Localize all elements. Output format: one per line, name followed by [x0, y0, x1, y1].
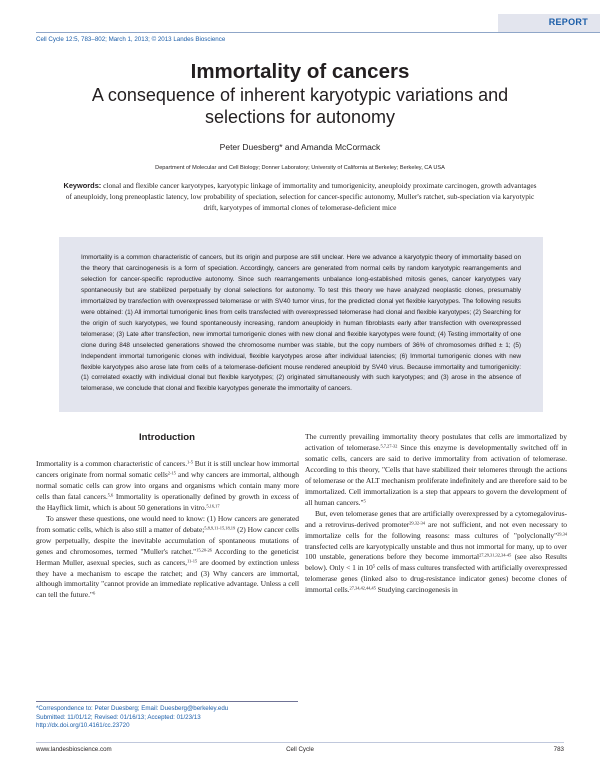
citation-ref[interactable]: 6	[92, 590, 96, 596]
article-title: Immortality of cancers	[190, 60, 410, 83]
abstract-text: Immortality is a common characteristic of cancers, but its origin and purpose are still unclear. Here we advance a karyotypic theory of immortality based on the theory that carcinogenesis is a form of speciation. Accordingly, cancers are generated from normal cells by random karyotypic rearrangements and selection for cancer-specific reproductive autonomy. Since such rearrangements unbalance long-established mitosis genes, cancer karyotypes vary spontaneously but are stabilized perpetually by clonal selections for autonomy. To test this theory we have analyzed neoplastic clones, presumably immortalized by transfection with overexpressed telomerase or with SV40 tumor virus, for the predicted clonal yet flexible karyotypes. The following results were obtained: (1) All immortal tumorigenic lines from cells transfected with overexpressed telomerase had clonal and flexible karyotypes; (2) Searching for the origin of such karyotypes, we found spontaneously increasing, random aneuploidy in human fibroblasts early after transfection with overexpressed telomerase; (3) Late after transfection, new immortal tumorigenic clones with new clonal and flexible karyotypes were found; (4) Testing immortality of one clone during 848 unselected generations showed the chromosome number was stable, but the copy numbers of 36% of chromosomes drifted ± 1; (5) Independent immortal tumorigenic clones with individual, flexible karyotypes arose after individual latencies; (6) Immortal tumorigenic clones with new flexible karyotypes also arose late from cells of a telomerase-deficient mouse rendered aneuploid by SV40 virus. Because immortality and tumorigenicity: (1) correlated exactly with individual clonal but flexible karyotypes; (2) originated simultaneously with such karyotypes; and (3) arose in the absence of telomerase, we conclude that clonal and flexible karyotypes generate the immortality of cancers.	[81, 254, 521, 393]
body-column-left	[36, 459, 299, 601]
citation-ref[interactable]: 15,20-26	[196, 547, 212, 553]
footnotes	[36, 705, 228, 731]
citation-ref[interactable]: 5,8,9,11-15,18,19	[204, 525, 236, 531]
keywords-label: Keywords:	[63, 181, 102, 190]
doi-link[interactable]: http://dx.doi.org/10.4161/cc.23720	[36, 722, 130, 730]
footnote-rule	[36, 701, 298, 702]
submission-dates: Submitted: 11/01/12; Revised: 01/16/13; Accepted: 01/23/13	[36, 713, 201, 721]
body-paragraph: But, even telomerase genes that are artificially overexpressed by a cytomegalovirus- and a retrovirus-derived promoter$^{29,32-34}$ are not sufficient, and not even necessary to immortalize cells for the following reasons: mass cultures of "polyclonally"$^{29,34}$ transfected cells are karyotypically unstable and thus not immortal for many, up to over 100 unstable, generations before they become immortal$^{27,29,31,32,34-45}$ (see also Results below). Only < 1 in $10^5$ cells of mass cultures transfected with artificially overexpressed telomerase genes (linked also to drug-resistance indicator genes) become clones of immortal cells.$^{27,34,42,44,45}$ Studying carcinogenesis in	[305, 508, 568, 595]
citation-ref[interactable]: 5	[363, 498, 366, 504]
footer-website[interactable]: www.landesbioscience.com	[36, 746, 112, 753]
section-label: REPORT	[548, 17, 588, 27]
header-rule	[36, 32, 600, 33]
footer-journal: Cell Cycle	[286, 746, 314, 753]
citation-ref[interactable]: 27,29,31,32,34-45	[479, 552, 512, 558]
citation-ref[interactable]: 11-15	[187, 558, 198, 564]
citation-ref[interactable]: 5,7,27-32	[380, 443, 398, 449]
body-paragraph: The currently prevailing immortality theory postulates that cells are immortalized by activation of telomerase.$^{5,7,27-32}$ Since this enzyme is developmentally switched off in somatic cells, cancers are said to derive immortality from activation of telomerase. According to this theory, "Cells that have stabilized their telomeres through the actions of telomerase or the ALT mechanism proliferate indefinitely and are therefore said to be immortalized. Cell immortalization is a step that appears to govern the development of all human cancers."$^5$	[305, 432, 567, 507]
citation-ref[interactable]: 5	[372, 563, 375, 569]
author-affiliation: Department of Molecular and Cell Biology; Donner Laboratory; University of California at Berkeley; Berkeley, CA USA	[155, 165, 445, 171]
citation-ref[interactable]: 5,6	[107, 492, 114, 498]
journal-citation: Cell Cycle 12:5, 783–802; March 1, 2013; © 2013 Landes Bioscience	[36, 36, 226, 43]
citation-ref[interactable]: 5,16,17	[206, 503, 220, 509]
section-tab	[498, 14, 600, 32]
page-number: 783	[553, 746, 564, 753]
author-list: Peter Duesberg* and Amanda McCormack	[219, 142, 381, 152]
body-paragraph: Immortality is a common characteristic of cancers.$^{1-5}$ But it is still unclear how immortal cancers originate from normal somatic cells$^{2-15}$ and why cancers are immortal, although normal somatic cells can grow into organs and organisms which contain many more cells than fatal cancers.$^{5,6}$ Immortality is operationally defined by growth in excess of the Hayflick limit, which is about 50 generations in vitro.$^{5,16,17}$	[36, 459, 300, 512]
correspondence-note: *Correspondence to: Peter Duesberg; Email: Duesberg@berkeley.edu	[36, 705, 229, 712]
body-column-right	[305, 432, 567, 596]
citation-ref[interactable]: 2-15	[167, 470, 176, 476]
citation-ref[interactable]: 27,34,42,44,45	[349, 585, 376, 591]
citation-ref[interactable]: 29,34	[557, 531, 567, 537]
section-heading-introduction: Introduction	[139, 432, 195, 443]
body-paragraph: To answer these questions, one would need to know: (1) How cancers are generated from somatic cells, which is also still a matter of debate;$^{5,8,9,11-15,18,19}$ (2) How cancer cells grow perpetually, despite the inevitable accumulation of spontaneous mutations of genes and chromosomes, termed "Muller's ratchet."$^{15,20-26}$ According to the geneticist Herman Muller, asexual species, such as cancers,$^{11-15}$ are doomed by extinction unless they have a mechanism to escape the ratchet; and (3) Why cancers are immortal, although immortality "cannot provide an immediate replicative advantage. Unless a cell can tell the future."$^6$	[36, 513, 299, 600]
article-subtitle: A consequence of inherent karyotypic variations and selections for autonomy	[91, 85, 509, 127]
citation-ref[interactable]: 1-5	[187, 459, 193, 465]
footer-rule	[36, 742, 564, 743]
keywords-text: clonal and flexible cancer karyotypes, karyotypic linkage of immortality and tumorigenicity, aneuploidy proximate carcinogen, growth advantages of aneuploidy, long preneoplastic latency, low probability of speciation, selection for cancer-specific autonomy, Muller's ratchet, sub-speciation via karyotypic drift, karyotypes of immortal clones of telomerase-deficient mice	[65, 181, 537, 212]
citation-ref[interactable]: 29,32-34	[409, 520, 425, 526]
keywords	[60, 181, 540, 213]
